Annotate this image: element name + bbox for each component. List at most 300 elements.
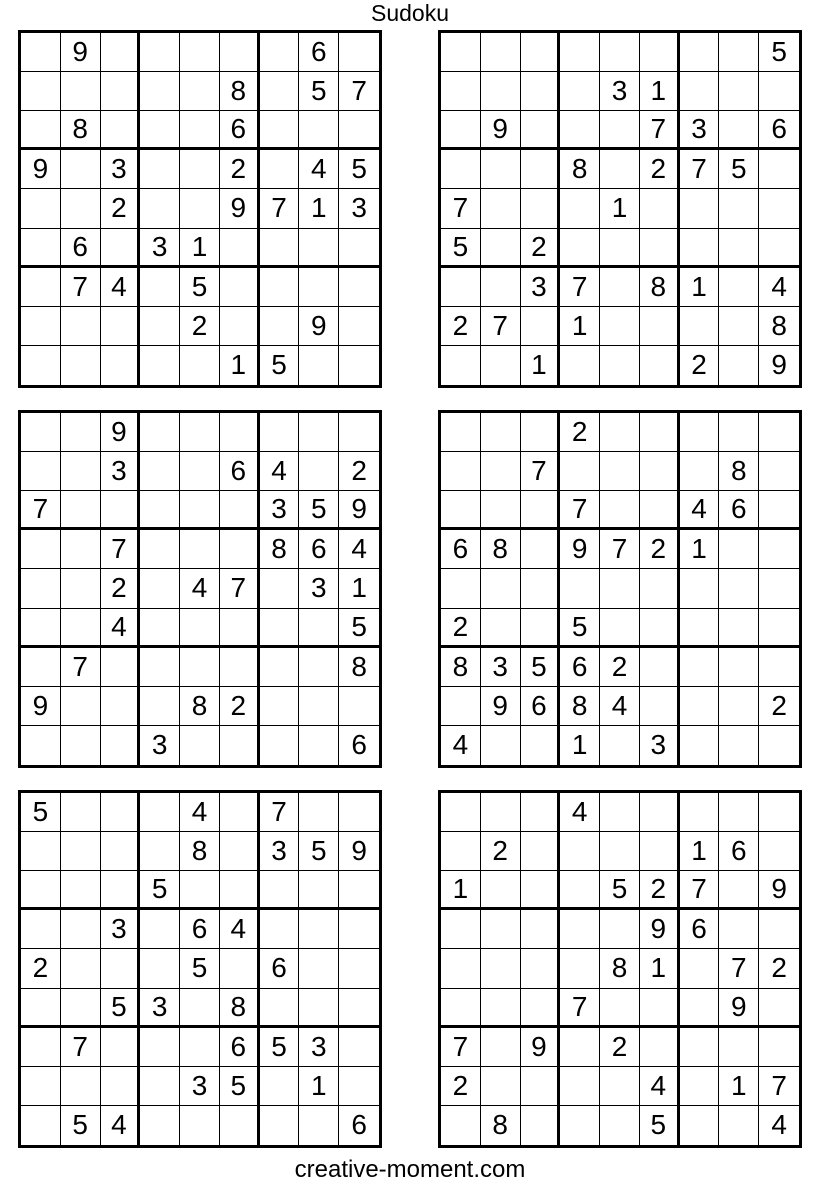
- sudoku-cell: [680, 307, 720, 346]
- sudoku-cell: 7: [759, 1067, 799, 1106]
- sudoku-cell: [21, 648, 61, 687]
- sudoku-cell: [180, 726, 220, 765]
- sudoku-cell: 1: [560, 726, 600, 765]
- sudoku-cell: [719, 609, 759, 648]
- sudoku-cell: [260, 1067, 300, 1106]
- sudoku-cell: [339, 1067, 379, 1106]
- sudoku-cell: [521, 33, 561, 72]
- sudoku-cell: 2: [481, 832, 521, 871]
- sudoku-cell: 8: [441, 648, 481, 687]
- sudoku-cell: [180, 491, 220, 530]
- sudoku-cell: 1: [299, 189, 339, 228]
- sudoku-cell: 5: [339, 150, 379, 189]
- sudoku-cell: [339, 307, 379, 346]
- sudoku-cell: 6: [220, 452, 260, 491]
- sudoku-cell: 8: [61, 111, 101, 150]
- sudoku-cell: [180, 871, 220, 910]
- sudoku-cell: 5: [521, 648, 561, 687]
- sudoku-cell: 5: [101, 989, 141, 1028]
- sudoku-cell: [299, 989, 339, 1028]
- sudoku-cell: [101, 832, 141, 871]
- sudoku-cell: [719, 33, 759, 72]
- sudoku-cell: [339, 989, 379, 1028]
- sudoku-grid-1: [18, 30, 382, 388]
- sudoku-cell: [521, 150, 561, 189]
- sudoku-cell: [21, 871, 61, 910]
- sudoku-cell: [21, 1067, 61, 1106]
- sudoku-cell: [521, 609, 561, 648]
- sudoku-cell: 8: [180, 832, 220, 871]
- sudoku-cell: 6: [61, 229, 101, 268]
- sudoku-cell: [101, 1067, 141, 1106]
- sudoku-cell: [441, 793, 481, 832]
- sudoku-cell: 2: [220, 150, 260, 189]
- sudoku-cell: 7: [600, 530, 640, 569]
- sudoku-cell: 4: [101, 1106, 141, 1145]
- sudoku-cell: 1: [640, 72, 680, 111]
- sudoku-cell: [719, 307, 759, 346]
- sudoku-cell: 1: [680, 530, 720, 569]
- sudoku-cell: [180, 346, 220, 385]
- sudoku-cell: [481, 150, 521, 189]
- sudoku-cell: 2: [680, 346, 720, 385]
- sudoku-cell: [220, 491, 260, 530]
- sudoku-cell: [481, 346, 521, 385]
- sudoku-cell: [719, 648, 759, 687]
- sudoku-cell: 7: [220, 569, 260, 608]
- sudoku-cell: [101, 72, 141, 111]
- sudoku-cell: [640, 307, 680, 346]
- sudoku-cell: [220, 413, 260, 452]
- sudoku-cell: [140, 793, 180, 832]
- sudoku-cell: [140, 346, 180, 385]
- sudoku-cell: [640, 452, 680, 491]
- sudoku-cell: [21, 346, 61, 385]
- sudoku-cell: [21, 452, 61, 491]
- sudoku-cell: [339, 111, 379, 150]
- sudoku-cell: 3: [680, 111, 720, 150]
- sudoku-cell: [521, 189, 561, 228]
- sudoku-cell: 7: [441, 189, 481, 228]
- sudoku-cell: [140, 413, 180, 452]
- sudoku-cell: [61, 150, 101, 189]
- sudoku-cell: [521, 1067, 561, 1106]
- sudoku-cell: [640, 648, 680, 687]
- sudoku-cell: 6: [299, 33, 339, 72]
- sudoku-cell: [180, 33, 220, 72]
- sudoku-cell: 6: [719, 832, 759, 871]
- sudoku-cell: [260, 687, 300, 726]
- sudoku-cell: [260, 871, 300, 910]
- sudoku-cell: 9: [299, 307, 339, 346]
- sudoku-cell: [600, 346, 640, 385]
- sudoku-cell: 7: [61, 1028, 101, 1067]
- sudoku-cell: 6: [680, 910, 720, 949]
- sudoku-cell: 1: [339, 569, 379, 608]
- sudoku-cell: [640, 569, 680, 608]
- sudoku-cell: 4: [441, 726, 481, 765]
- sudoku-grids-container: [0, 30, 820, 1148]
- sudoku-cell: 1: [680, 832, 720, 871]
- sudoku-cell: [560, 72, 600, 111]
- sudoku-cell: [521, 910, 561, 949]
- sudoku-cell: [140, 189, 180, 228]
- sudoku-cell: [220, 1106, 260, 1145]
- sudoku-cell: 6: [220, 1028, 260, 1067]
- sudoku-cell: 2: [640, 530, 680, 569]
- sudoku-cell: 2: [521, 229, 561, 268]
- sudoku-cell: [560, 452, 600, 491]
- sudoku-cell: [299, 268, 339, 307]
- sudoku-grid-5: [18, 790, 382, 1148]
- sudoku-cell: [61, 346, 101, 385]
- sudoku-cell: [21, 989, 61, 1028]
- sudoku-cell: [21, 1106, 61, 1145]
- sudoku-cell: [759, 229, 799, 268]
- sudoku-cell: 7: [61, 268, 101, 307]
- sudoku-cell: 9: [21, 687, 61, 726]
- sudoku-cell: [339, 687, 379, 726]
- sudoku-cell: 6: [719, 491, 759, 530]
- sudoku-cell: [61, 871, 101, 910]
- sudoku-cell: [759, 832, 799, 871]
- sudoku-cell: [180, 1106, 220, 1145]
- sudoku-cell: 9: [339, 832, 379, 871]
- sudoku-cell: [220, 530, 260, 569]
- sudoku-cell: 5: [339, 609, 379, 648]
- sudoku-cell: 2: [21, 949, 61, 988]
- sudoku-cell: [481, 413, 521, 452]
- sudoku-cell: [339, 229, 379, 268]
- sudoku-cell: [759, 189, 799, 228]
- sudoku-cell: 1: [600, 189, 640, 228]
- sudoku-cell: 4: [771, 1109, 787, 1141]
- sudoku-cell: [560, 346, 600, 385]
- sudoku-cell: [260, 1106, 300, 1145]
- sudoku-cell: [640, 491, 680, 530]
- sudoku-cell: [180, 72, 220, 111]
- sudoku-cell: [680, 1028, 720, 1067]
- sudoku-cell: [21, 569, 61, 608]
- sudoku-cell: 2: [339, 452, 379, 491]
- sudoku-cell: [220, 229, 260, 268]
- sudoku-cell: [140, 1067, 180, 1106]
- sudoku-cell: [260, 111, 300, 150]
- sudoku-cell: [441, 346, 481, 385]
- sudoku-cell: [299, 687, 339, 726]
- sudoku-cell: 6: [521, 687, 561, 726]
- sudoku-cell: 5: [441, 229, 481, 268]
- sudoku-cell: [101, 307, 141, 346]
- sudoku-cell: [719, 530, 759, 569]
- sudoku-cell: 4: [640, 1067, 680, 1106]
- sudoku-cell: [339, 346, 379, 385]
- sudoku-cell: [101, 949, 141, 988]
- sudoku-cell: [680, 72, 720, 111]
- sudoku-cell: 2: [220, 687, 260, 726]
- sudoku-cell: [61, 832, 101, 871]
- sudoku-cell: 9: [220, 189, 260, 228]
- sudoku-cell: [220, 268, 260, 307]
- sudoku-cell: 4: [220, 910, 260, 949]
- sudoku-cell: 7: [560, 268, 600, 307]
- sudoku-cell: 5: [260, 1028, 300, 1067]
- sudoku-cell: 5: [600, 871, 640, 910]
- sudoku-cell: [61, 910, 101, 949]
- sudoku-cell: 8: [220, 989, 260, 1028]
- sudoku-cell: [680, 33, 720, 72]
- sudoku-cell: [260, 33, 300, 72]
- sudoku-cell: [61, 1067, 101, 1106]
- sudoku-cell: [680, 989, 720, 1028]
- sudoku-grid-6: [438, 790, 802, 1148]
- sudoku-cell: [260, 413, 300, 452]
- sudoku-cell: [180, 648, 220, 687]
- sudoku-cell: [441, 910, 481, 949]
- sudoku-cell: 1: [299, 1067, 339, 1106]
- sudoku-cell: 9: [481, 111, 521, 150]
- sudoku-cell: 3: [260, 832, 300, 871]
- sudoku-cell: 6: [220, 111, 260, 150]
- sudoku-cell: [759, 413, 799, 452]
- sudoku-cell: 2: [759, 949, 799, 988]
- sudoku-cell: [481, 33, 521, 72]
- sudoku-cell: [61, 609, 101, 648]
- sudoku-grid-4: [438, 410, 802, 768]
- sudoku-cell: [61, 413, 101, 452]
- sudoku-cell: [101, 33, 141, 72]
- sudoku-cell: 8: [481, 1106, 521, 1145]
- sudoku-cell: [260, 72, 300, 111]
- sudoku-cell: [680, 1067, 720, 1106]
- sudoku-cell: [299, 1106, 339, 1145]
- sudoku-cell: 5: [299, 832, 339, 871]
- sudoku-cell: [180, 150, 220, 189]
- sudoku-cell: 2: [441, 609, 481, 648]
- sudoku-cell: [680, 726, 720, 765]
- sudoku-cell: [299, 949, 339, 988]
- sudoku-cell: [21, 229, 61, 268]
- sudoku-cell: [441, 989, 481, 1028]
- sudoku-cell: 1: [521, 346, 561, 385]
- sudoku-cell: 8: [339, 648, 379, 687]
- sudoku-cell: [600, 609, 640, 648]
- sudoku-cell: [600, 793, 640, 832]
- sudoku-cell: 5: [180, 949, 220, 988]
- sudoku-cell: [521, 72, 561, 111]
- sudoku-cell: [640, 832, 680, 871]
- sudoku-cell: [481, 72, 521, 111]
- sudoku-cell: [299, 346, 339, 385]
- sudoku-cell: [441, 111, 481, 150]
- sudoku-cell: [481, 949, 521, 988]
- sudoku-cell: [21, 609, 61, 648]
- sudoku-cell: [560, 1106, 600, 1145]
- sudoku-cell: [481, 1067, 521, 1106]
- sudoku-cell: [560, 1067, 600, 1106]
- sudoku-cell: [220, 832, 260, 871]
- sudoku-cell: [61, 989, 101, 1028]
- sudoku-cell: [759, 452, 799, 491]
- sudoku-cell: [61, 189, 101, 228]
- sudoku-cell: [339, 793, 379, 832]
- sudoku-cell: 2: [441, 307, 481, 346]
- sudoku-cell: 3: [600, 72, 640, 111]
- sudoku-cell: [61, 687, 101, 726]
- sudoku-cell: 3: [101, 150, 141, 189]
- sudoku-cell: [600, 413, 640, 452]
- sudoku-cell: 2: [759, 687, 799, 726]
- sudoku-cell: 8: [481, 530, 521, 569]
- sudoku-cell: 7: [260, 793, 300, 832]
- sudoku-cell: 8: [260, 530, 300, 569]
- sudoku-cell: [521, 1106, 561, 1145]
- sudoku-cell: [61, 569, 101, 608]
- sudoku-cell: [521, 871, 561, 910]
- sudoku-cell: [101, 871, 141, 910]
- sudoku-cell: 5: [140, 871, 180, 910]
- sudoku-cell: [180, 530, 220, 569]
- sudoku-cell: [560, 569, 600, 608]
- sudoku-cell: [481, 268, 521, 307]
- sudoku-cell: [759, 609, 799, 648]
- sudoku-cell: 8: [719, 452, 759, 491]
- sudoku-cell: [260, 648, 300, 687]
- sudoku-cell: 9: [771, 349, 787, 381]
- sudoku-cell: [260, 989, 300, 1028]
- sudoku-cell: [21, 189, 61, 228]
- sudoku-cell: 2: [101, 569, 141, 608]
- sudoku-cell: [759, 1028, 799, 1067]
- sudoku-cell: [680, 1106, 720, 1145]
- sudoku-cell: [339, 949, 379, 988]
- sudoku-cell: [140, 1028, 180, 1067]
- sudoku-cell: 5: [640, 1106, 680, 1145]
- sudoku-cell: [640, 229, 680, 268]
- sudoku-cell: [600, 33, 640, 72]
- sudoku-cell: [719, 268, 759, 307]
- sudoku-cell: 4: [101, 609, 141, 648]
- sudoku-cell: 3: [299, 1028, 339, 1067]
- sudoku-cell: [180, 609, 220, 648]
- sudoku-cell: 5: [220, 1067, 260, 1106]
- sudoku-cell: 4: [759, 268, 799, 307]
- sudoku-cell: [220, 33, 260, 72]
- sudoku-cell: [560, 111, 600, 150]
- sudoku-cell: 9: [21, 150, 61, 189]
- sudoku-cell: 6: [299, 530, 339, 569]
- sudoku-cell: [719, 413, 759, 452]
- sudoku-cell: [759, 793, 799, 832]
- sudoku-cell: [759, 530, 799, 569]
- sudoku-cell: 5: [560, 609, 600, 648]
- sudoku-cell: [101, 1028, 141, 1067]
- sudoku-cell: [339, 871, 379, 910]
- sudoku-cell: [600, 1106, 640, 1145]
- sudoku-cell: 7: [680, 150, 720, 189]
- sudoku-cell: [521, 726, 561, 765]
- sudoku-cell: [260, 609, 300, 648]
- sudoku-cell: [481, 452, 521, 491]
- sudoku-cell: [719, 1028, 759, 1067]
- sudoku-cell: 4: [180, 569, 220, 608]
- sudoku-cell: [299, 452, 339, 491]
- sudoku-cell: [61, 793, 101, 832]
- sudoku-cell: 5: [180, 268, 220, 307]
- sudoku-cell: 7: [441, 1028, 481, 1067]
- sudoku-cell: 1: [180, 229, 220, 268]
- sudoku-cell: 3: [101, 910, 141, 949]
- sudoku-cell: [441, 72, 481, 111]
- sudoku-cell: 4: [299, 150, 339, 189]
- sudoku-cell: 1: [680, 268, 720, 307]
- sudoku-cell: [441, 1106, 481, 1145]
- sudoku-cell: [140, 491, 180, 530]
- sudoku-cell: [441, 569, 481, 608]
- page-title: Sudoku: [370, 0, 449, 26]
- sudoku-cell: 6: [180, 910, 220, 949]
- sudoku-cell: 3: [101, 452, 141, 491]
- sudoku-cell: [21, 1028, 61, 1067]
- sudoku-cell: 5: [260, 346, 300, 385]
- sudoku-cell: 7: [101, 530, 141, 569]
- sudoku-cell: [140, 307, 180, 346]
- sudoku-cell: 2: [640, 871, 680, 910]
- sudoku-cell: 7: [61, 648, 101, 687]
- sudoku-cell: 3: [140, 726, 180, 765]
- sudoku-cell: [680, 949, 720, 988]
- sudoku-cell: [260, 150, 300, 189]
- sudoku-cell: 3: [140, 989, 180, 1028]
- sudoku-cell: [521, 793, 561, 832]
- sudoku-cell: [759, 569, 799, 608]
- sudoku-cell: [719, 111, 759, 150]
- sudoku-cell: 7: [640, 111, 680, 150]
- sudoku-cell: 9: [560, 530, 600, 569]
- sudoku-cell: [481, 609, 521, 648]
- sudoku-cell: [600, 307, 640, 346]
- sudoku-cell: 8: [640, 268, 680, 307]
- sudoku-cell: [481, 1028, 521, 1067]
- sudoku-cell: [21, 413, 61, 452]
- sudoku-cell: [680, 687, 720, 726]
- sudoku-cell: 5: [299, 72, 339, 111]
- sudoku-cell: [21, 268, 61, 307]
- sudoku-grid-3: [18, 410, 382, 768]
- sudoku-cell: 4: [339, 530, 379, 569]
- sudoku-cell: 2: [640, 150, 680, 189]
- sudoku-cell: [600, 452, 640, 491]
- sudoku-cell: [719, 229, 759, 268]
- sudoku-cell: [180, 111, 220, 150]
- sudoku-cell: 7: [560, 491, 600, 530]
- sudoku-cell: [180, 989, 220, 1028]
- sudoku-cell: [719, 1106, 759, 1145]
- sudoku-cell: [339, 910, 379, 949]
- sudoku-cell: 5: [299, 491, 339, 530]
- sudoku-cell: [481, 229, 521, 268]
- sudoku-cell: [481, 569, 521, 608]
- sudoku-cell: [299, 229, 339, 268]
- sudoku-cell: 5: [719, 150, 759, 189]
- sudoku-cell: [560, 189, 600, 228]
- sudoku-cell: [101, 111, 141, 150]
- sudoku-cell: [600, 989, 640, 1028]
- sudoku-cell: 4: [180, 793, 220, 832]
- sudoku-cell: [719, 189, 759, 228]
- sudoku-cell: 7: [719, 949, 759, 988]
- sudoku-cell: 5: [21, 793, 61, 832]
